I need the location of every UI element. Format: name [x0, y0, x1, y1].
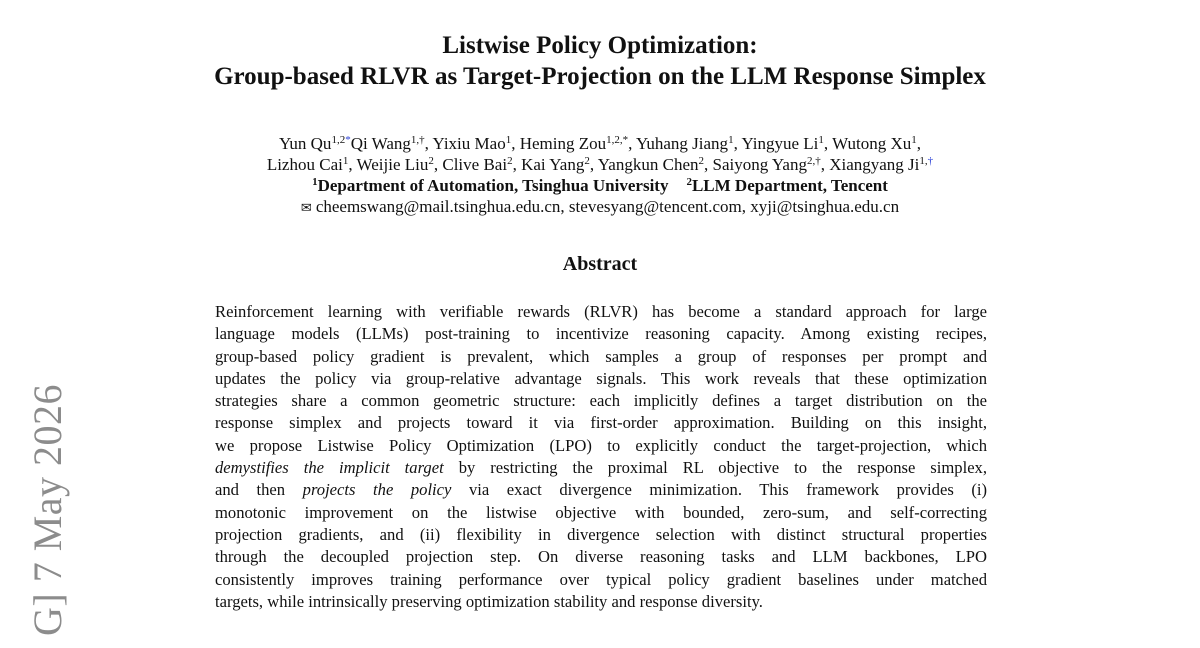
- author-footnote-mark[interactable]: *: [345, 134, 351, 146]
- author-affiliation-mark: 1,†: [410, 134, 425, 146]
- affiliations: [0, 175, 1200, 196]
- abstract-line: [215, 502, 987, 524]
- author-name: Yun Qu: [279, 134, 332, 153]
- arxiv-sidebar-stamp: G] 7 May 2026: [25, 383, 70, 636]
- abstract-emphasis: demystifies the implicit target: [215, 458, 444, 478]
- abstract-line: [215, 457, 987, 479]
- author-footnote-mark[interactable]: †: [927, 155, 934, 167]
- abstract-text: by restricting the proximal RL objective to the response simplex,: [443, 458, 988, 478]
- title-line-2: Group-based RLVR as Target-Projection on the LLM Response Simplex: [214, 63, 986, 90]
- abstract-text: targets, while intrinsically preserving optimization stability and response diversity.: [215, 591, 763, 611]
- abstract-line: [215, 412, 987, 434]
- abstract-line: [215, 524, 987, 546]
- email-addresses: cheemswang@mail.tsinghua.edu.cn, stevesyang@tencent.com, xyji@tsinghua.edu.cn: [315, 197, 900, 216]
- abstract-text: group-based policy gradient is prevalent, which samples a group of responses per prompt and: [215, 346, 987, 366]
- abstract-line: [215, 368, 987, 390]
- author-affiliation-mark: 2: [428, 155, 434, 167]
- affiliation-number: 1: [312, 176, 318, 188]
- abstract-text: monotonic improvement on the listwise objective with bounded, zero-sum, and self-correcting: [215, 502, 987, 522]
- email-line: [0, 196, 1200, 219]
- abstract-text: response simplex and projects toward it via first-order approximation. Building on this insight,: [215, 413, 987, 433]
- author-affiliation-mark: 1,: [919, 155, 928, 167]
- author-name: Yingyue Li: [741, 134, 819, 153]
- author-block: [0, 133, 1200, 219]
- author-affiliation-mark: 1: [728, 134, 734, 146]
- abstract-heading: Abstract: [562, 253, 638, 275]
- paper-title: [0, 30, 1200, 92]
- abstract-body: [215, 301, 987, 613]
- abstract-text: consistently improves training performance over typical policy gradient baselines under matched: [215, 569, 987, 589]
- abstract-line: [215, 301, 987, 323]
- author-name: Xiangyang Ji: [829, 155, 920, 174]
- author-line-1: Yun $Qu^{1,2*}Qi$ Wang$^{1,\dagger}$, Yixiu Mao$^1$, Heming Zou$^{1,2,*}$, Yuhang Jiang$^1$, Yingyue Li$^1$, Wutong Xu$^1$,: [279, 134, 921, 153]
- abstract-text: updates the policy via group-relative advantage signals. This work reveals that these optimization: [215, 368, 987, 388]
- author-affiliation-mark: 1,2: [331, 134, 346, 146]
- abstract-line: [215, 435, 987, 457]
- author-name: Qi Wang: [350, 134, 411, 153]
- author-name: Clive Bai: [442, 155, 508, 174]
- abstract-text: Reinforcement learning with verifiable rewards (RLVR) has become a standard approach for large: [215, 302, 987, 321]
- author-affiliation-mark: 1: [505, 134, 512, 146]
- abstract-line: [215, 390, 987, 412]
- title-line-1: Listwise Policy Optimization:: [442, 32, 758, 59]
- author-affiliation-mark: 1: [911, 134, 917, 146]
- affiliation-name: LLM Department, Tencent: [691, 176, 888, 195]
- abstract-text: through the decoupled projection step. On diverse reasoning tasks and LLM backbones, LPO: [215, 547, 987, 567]
- author-name: Yixiu Mao: [432, 134, 506, 153]
- author-name: Yuhang Jiang: [635, 134, 729, 153]
- affiliation-name: Department of Automation, Tsinghua University: [317, 176, 669, 195]
- abstract-text: via exact divergence minimization. This framework provides (i): [451, 480, 987, 500]
- author-line-2: Lizhou Cai$^1$, Weijie Liu$^2$, Clive Bai$^2$, Kai Yang$^2$, Yangkun Chen$^2$, Saiyong Yang$^{2,\dagger}$, Xiangyang $Ji^{1,\dagger}$: [266, 155, 934, 174]
- abstract-text: strategies share a common geometric structure: each implicitly defines a target distribution on the: [215, 391, 987, 411]
- envelope-icon: ✉: [300, 201, 312, 216]
- abstract-line: [215, 479, 987, 501]
- abstract-line: [215, 569, 987, 591]
- author-affiliation-mark: 2: [698, 155, 704, 167]
- affiliation-number: 2: [686, 176, 692, 188]
- abstract-emphasis: projects the policy: [302, 480, 452, 500]
- abstract-line: [215, 546, 987, 568]
- author-name: Lizhou Cai: [266, 155, 343, 174]
- author-affiliation-mark: 2: [507, 155, 513, 167]
- abstract-text: language models (LLMs) post-training to incentivize reasoning capacity. Among existing recipes,: [215, 324, 987, 344]
- abstract-text: and then: [215, 480, 303, 500]
- author-name: Heming Zou: [519, 134, 607, 153]
- author-name: Saiyong Yang: [712, 155, 807, 174]
- author-affiliation-mark: 1,2,*: [606, 134, 629, 146]
- abstract-line: [215, 591, 987, 613]
- author-name: Wutong Xu: [832, 134, 912, 153]
- author-affiliation-mark: 1: [342, 155, 349, 167]
- author-name: Yangkun Chen: [597, 155, 699, 174]
- author-affiliation-mark: 2,†: [806, 155, 821, 167]
- abstract-text: projection gradients, and (ii) flexibility in divergence selection with distinct structural properties: [215, 524, 987, 544]
- author-name: Weijie Liu: [356, 155, 429, 174]
- abstract-line: [215, 323, 987, 345]
- abstract-line: [215, 346, 987, 368]
- abstract-text: we propose Listwise Policy Optimization (LPO) to explicitly conduct the target-projection, which: [215, 435, 987, 455]
- author-affiliation-mark: 1: [818, 134, 824, 146]
- author-name: Kai Yang: [521, 155, 585, 174]
- author-affiliation-mark: 2: [584, 155, 590, 167]
